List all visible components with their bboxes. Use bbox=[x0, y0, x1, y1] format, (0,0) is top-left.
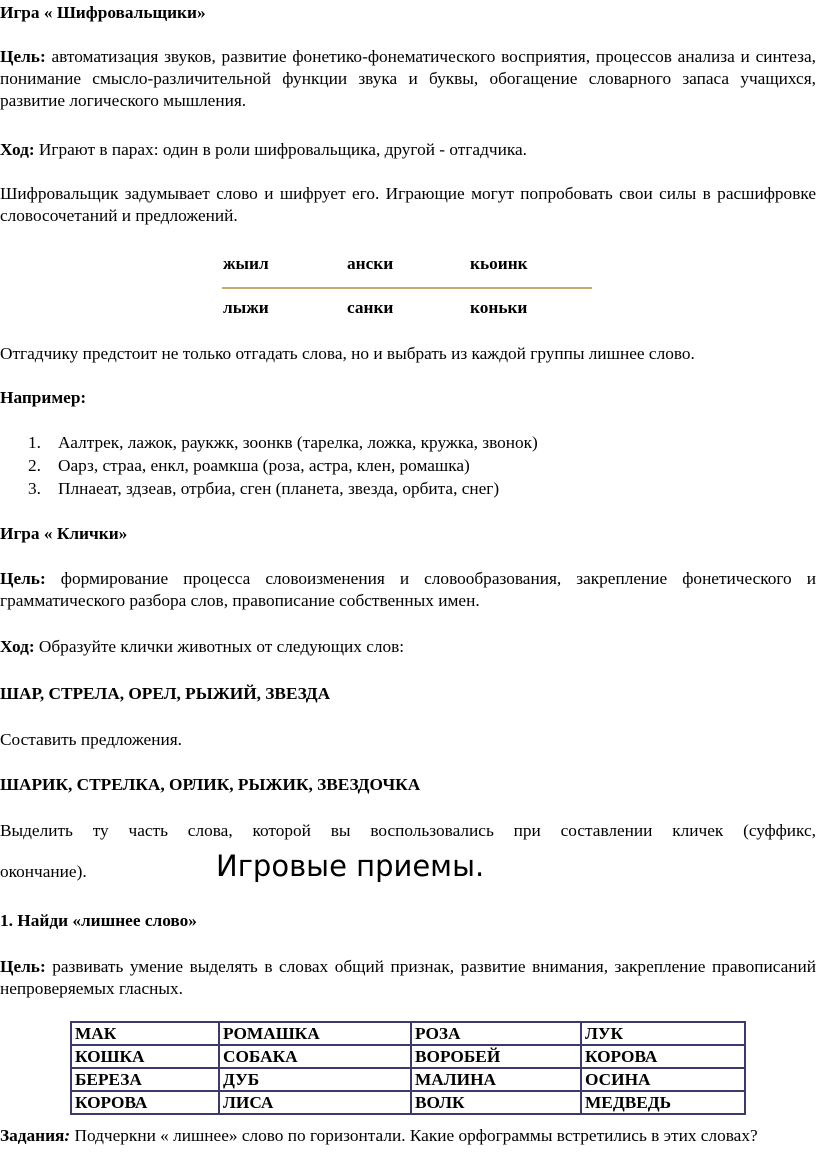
task-text: Подчеркни « лишнее» слово по горизонтали. Какие орфограммы встретились в этих словах? bbox=[70, 1126, 758, 1145]
pet-names: ШАРИК, СТРЕЛКА, ОРЛИК, РЫЖИК, ЗВЕЗДОЧКА bbox=[0, 775, 421, 794]
move-text: Образуйте клички животных от следующих слов: bbox=[34, 637, 405, 656]
table-row bbox=[71, 1022, 745, 1045]
goal-label: Цель: bbox=[0, 47, 46, 66]
goal-text: развивать умение выделять в словах общий признак, развитие внимания, закрепление правописаний непроверяемых гласных. bbox=[0, 957, 816, 998]
table-cell: МАЛИНА bbox=[411, 1068, 581, 1091]
game2-move bbox=[0, 636, 816, 658]
move-text: Играют в парах: один в роли шифровальщика, другой - отгадчика. bbox=[34, 140, 527, 159]
game3-title: 1. Найди «лишнее слово» bbox=[0, 911, 197, 930]
table-cell: ДУБ bbox=[219, 1068, 411, 1091]
move-label: Ход: bbox=[0, 637, 35, 656]
move-label: Ход: bbox=[0, 140, 35, 159]
answer-word: коньки bbox=[470, 298, 528, 317]
table-row bbox=[71, 1045, 745, 1068]
select-instruction-line1: Выделить ту часть слова, которой вы воспользовались при составлении кличек (суффикс, bbox=[0, 821, 816, 840]
game3-task bbox=[0, 1125, 816, 1147]
game1-goal bbox=[0, 46, 816, 112]
table-cell: РОМАШКА bbox=[219, 1022, 411, 1045]
goal-text: автоматизация звуков, развитие фонетико-фонематического восприятия, процессов анализа и синтеза, понимание смысло-различительной функции звука и буквы, обогащение словарного запаса учащихся, развитие логического мышления. bbox=[0, 47, 816, 110]
cipher-word: кьоинк bbox=[470, 254, 528, 273]
task-colon: : bbox=[64, 1126, 71, 1145]
game1-move bbox=[0, 139, 816, 161]
game1-description: Шифровальщик задумывает слово и шифрует его. Играющие могут попробовать свои силы в расшифровке словосочетаний и предложений. bbox=[0, 184, 816, 225]
compose-instruction: Составить предложения. bbox=[0, 730, 182, 749]
table-cell: РОЗА bbox=[411, 1022, 581, 1045]
table-cell: КОШКА bbox=[71, 1045, 219, 1068]
goal-label: Цель: bbox=[0, 957, 46, 976]
table-cell: КОРОВА bbox=[71, 1091, 219, 1114]
cipher-word: ански bbox=[347, 254, 394, 273]
game1-title: Игра « Шифровальщики» bbox=[0, 3, 206, 22]
section-heading: Игровые приемы. bbox=[216, 849, 485, 883]
select-instruction-line2: окончание). bbox=[0, 862, 87, 881]
task-label: Задания bbox=[0, 1126, 65, 1145]
game2-goal bbox=[0, 568, 816, 612]
game1-task: Отгадчику предстоит не только отгадать слова, но и выбрать из каждой группы лишнее слово. bbox=[0, 344, 695, 363]
goal-label: Цель: bbox=[0, 569, 46, 588]
game2-title: Игра « Клички» bbox=[0, 524, 128, 543]
answer-word: лыжи bbox=[223, 298, 269, 317]
table-cell: ЛУК bbox=[581, 1022, 745, 1045]
source-words: ШАР, СТРЕЛА, ОРЕЛ, РЫЖИЙ, ЗВЕЗДА bbox=[0, 684, 331, 703]
table-row bbox=[71, 1091, 745, 1114]
example-label: Например: bbox=[0, 388, 87, 407]
goal-text: формирование процесса словоизменения и словообразования, закрепление фонетического и грамматического разбора слов, правописание собственных имен. bbox=[0, 569, 816, 610]
answer-word: санки bbox=[347, 298, 394, 317]
table-row bbox=[71, 1068, 745, 1091]
word-table bbox=[70, 1021, 746, 1115]
table-cell: МЕДВЕДЬ bbox=[581, 1091, 745, 1114]
table-cell: ОСИНА bbox=[581, 1068, 745, 1091]
game3-goal bbox=[0, 956, 816, 1000]
divider-line bbox=[222, 287, 592, 289]
table-cell: ВОЛК bbox=[411, 1091, 581, 1114]
table-cell: КОРОВА bbox=[581, 1045, 745, 1068]
table-cell: МАК bbox=[71, 1022, 219, 1045]
table-cell: БЕРЕЗА bbox=[71, 1068, 219, 1091]
table-cell: ЛИСА bbox=[219, 1091, 411, 1114]
table-cell: СОБАКА bbox=[219, 1045, 411, 1068]
cipher-word: жыил bbox=[223, 254, 269, 273]
table-cell: ВОРОБЕЙ bbox=[411, 1045, 581, 1068]
